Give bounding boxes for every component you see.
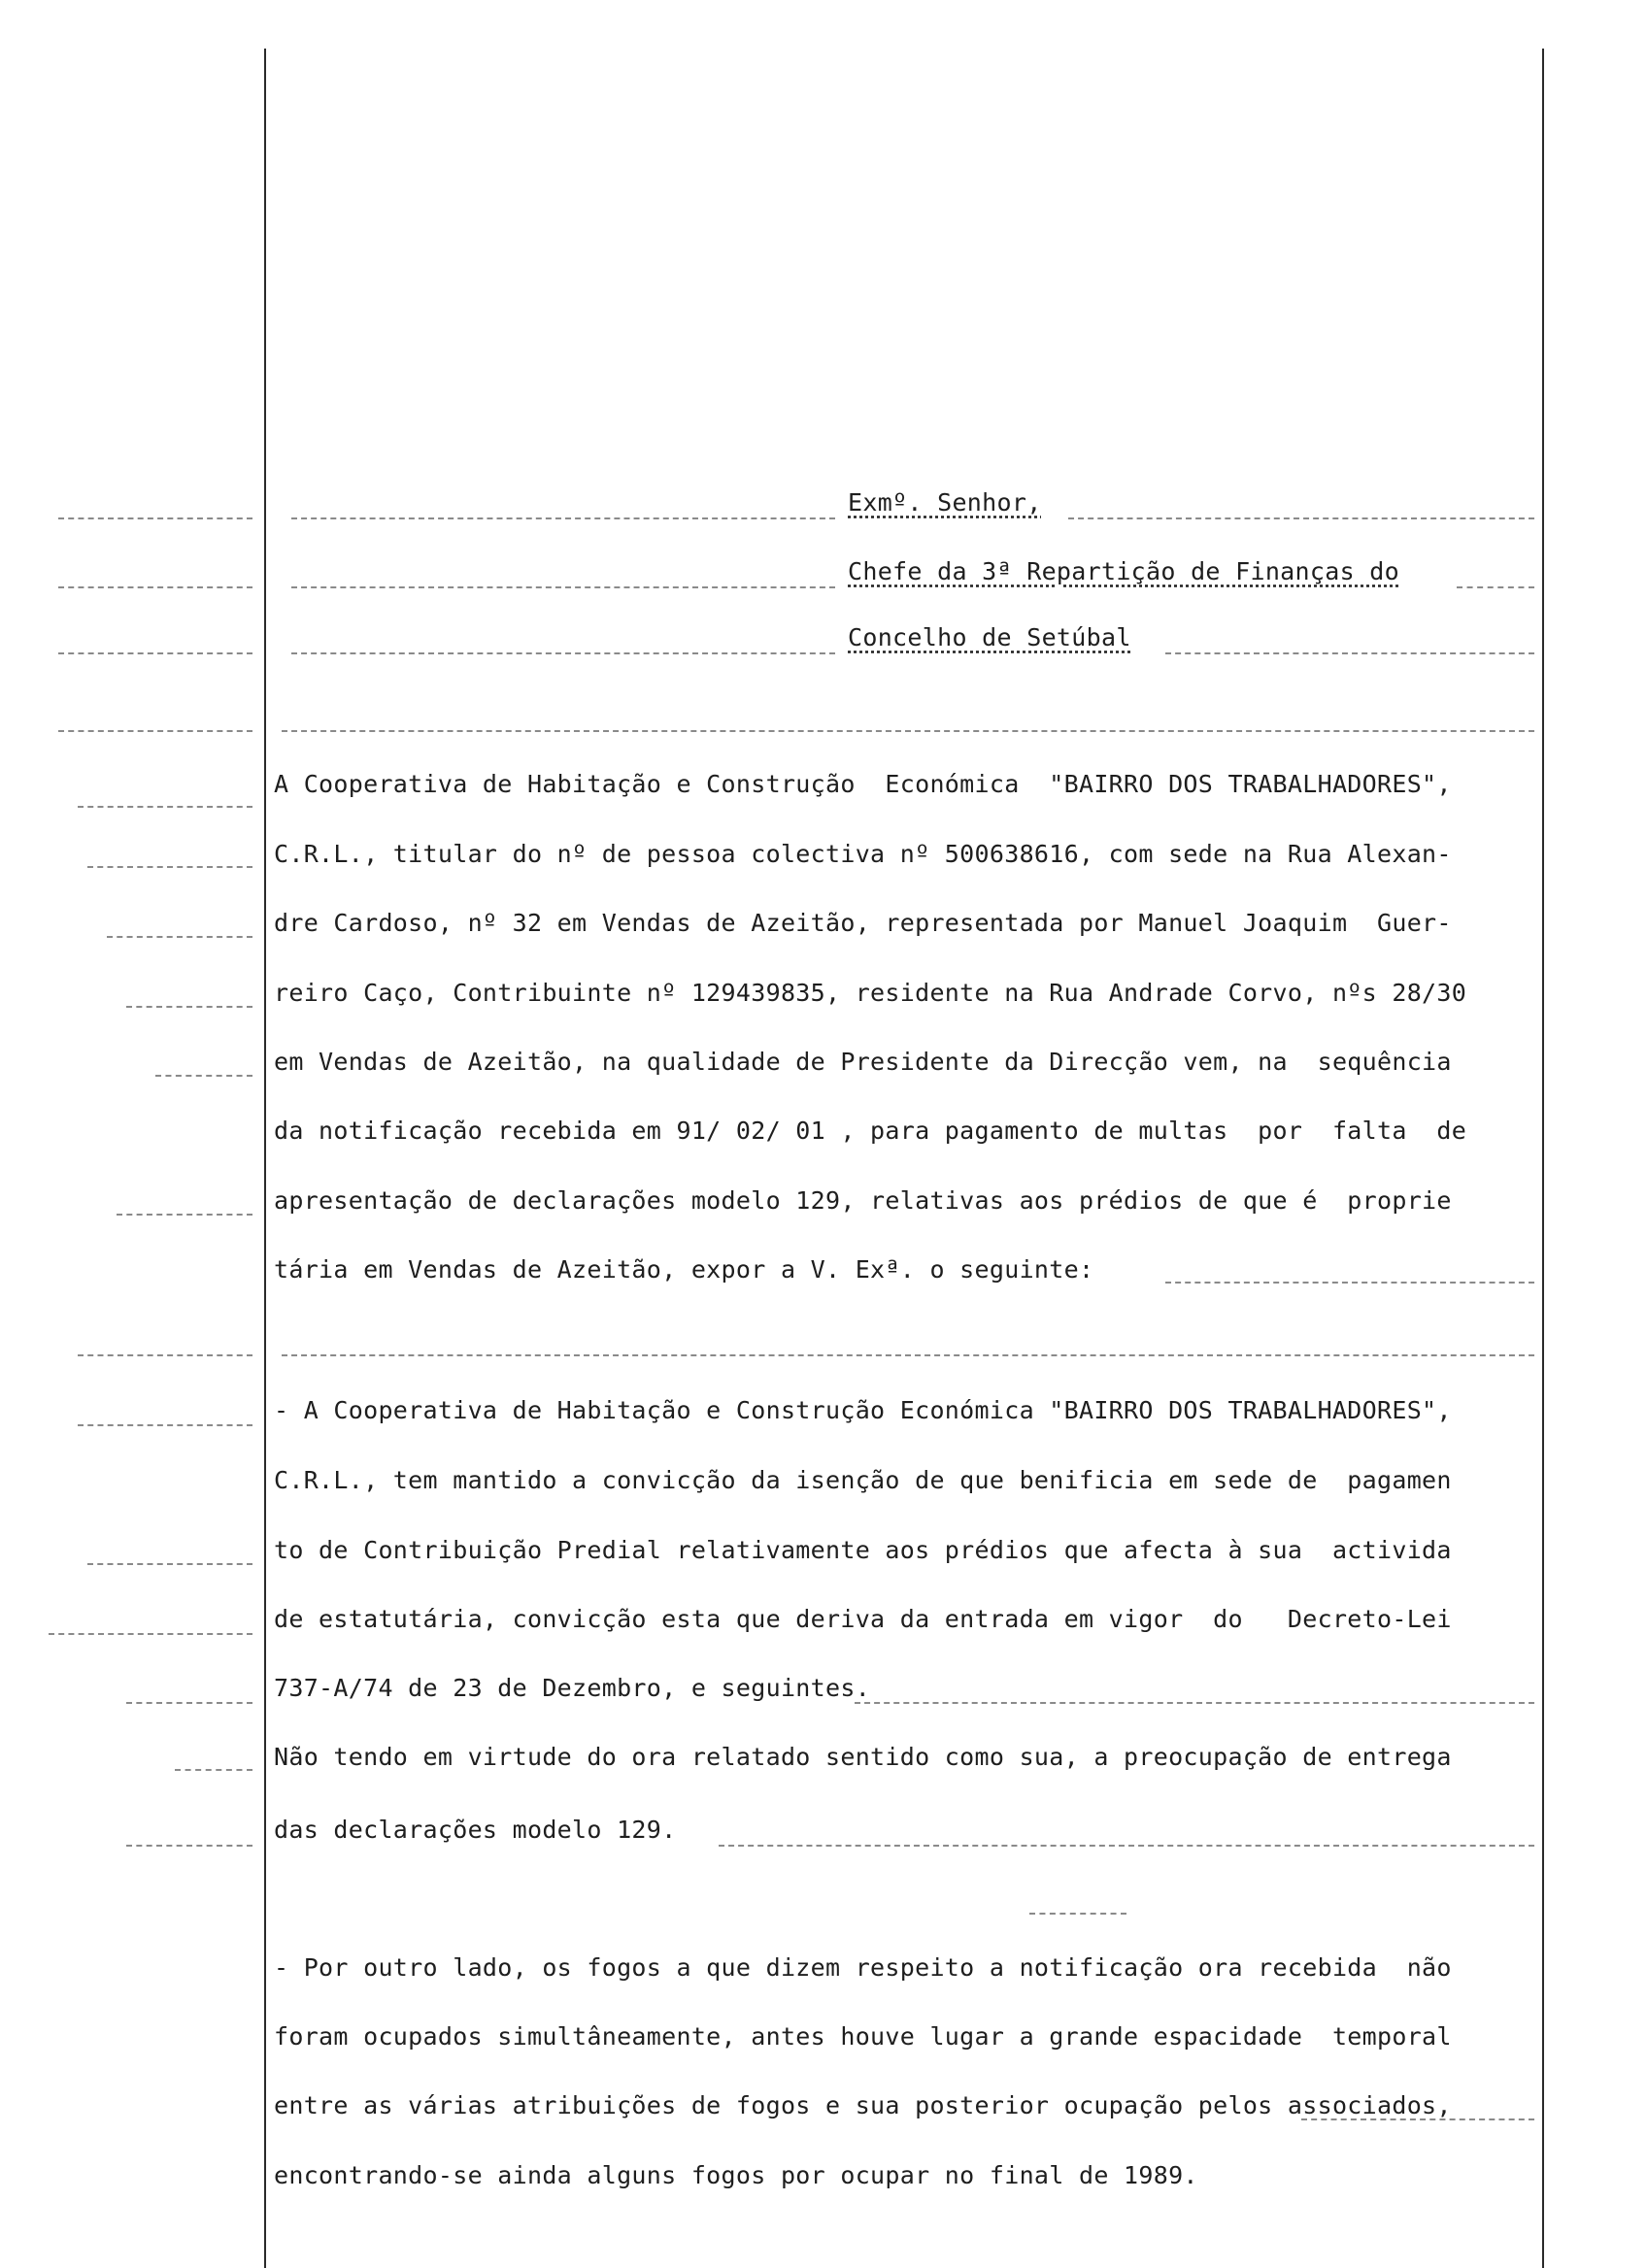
ruled-line — [126, 1702, 252, 1704]
paragraph-1-line: apresentação de declarações modelo 129, relativas aos prédios de que é proprie — [274, 1186, 1452, 1215]
paragraph-3-line: - Por outro lado, os fogos a que dizem respeito a notificação ora recebida não — [274, 1953, 1452, 1982]
ruled-line — [175, 1769, 252, 1771]
ruled-line — [155, 1075, 252, 1077]
ruled-line — [87, 1563, 252, 1565]
paragraph-2-line: 737-A/74 de 23 de Dezembro, e seguintes. — [274, 1674, 871, 1702]
ruled-line — [126, 1845, 252, 1847]
ruled-line — [855, 1702, 1534, 1704]
paragraph-3-line: entre as várias atribuições de fogos e sua posterior ocupação pelos associados, — [274, 2091, 1452, 2119]
paragraph-1-line: tária em Vendas de Azeitão, expor a V. Exª. o seguinte: — [274, 1255, 1094, 1284]
ruled-line — [78, 806, 252, 808]
paragraph-2-line: de estatutária, convicção esta que deriva da entrada em vigor do Decreto-Lei — [274, 1605, 1452, 1633]
paragraph-2-line: das declarações modelo 129. — [274, 1816, 677, 1844]
ruled-line — [282, 730, 1534, 732]
ruled-line — [1165, 1282, 1534, 1284]
ruled-line — [719, 1845, 1534, 1847]
paragraph-1-line: reiro Caço, Contribuinte nº 129439835, residente na Rua Andrade Corvo, nºs 28/30 — [274, 979, 1467, 1007]
ruled-line — [87, 866, 252, 868]
ruled-line — [291, 586, 835, 588]
ruled-line — [117, 1214, 252, 1216]
ruled-line — [58, 652, 252, 654]
right-margin-line — [1542, 49, 1544, 2268]
paragraph-1-line: dre Cardoso, nº 32 em Vendas de Azeitão, representada por Manuel Joaquim Guer- — [274, 909, 1452, 937]
paragraph-1-line: da notificação recebida em 91/ 02/ 01 , para pagamento de multas por falta de — [274, 1117, 1467, 1145]
left-margin-line — [264, 49, 266, 2268]
ruled-line — [58, 730, 252, 732]
ruled-line — [282, 1354, 1534, 1356]
paragraph-2-line: C.R.L., tem mantido a convicção da isenção de que benificia em sede de pagamen — [274, 1466, 1452, 1494]
addressee-line-2: Concelho de Setúbal — [848, 623, 1131, 651]
ruled-line — [49, 1633, 252, 1635]
paragraph-3-line: foram ocupados simultâneamente, antes houve lugar a grande espacidade temporal — [274, 2022, 1452, 2051]
addressee-salutation: Exmº. Senhor, — [848, 488, 1042, 517]
ruled-line — [1029, 1913, 1126, 1915]
ruled-line — [1457, 586, 1534, 588]
ruled-line — [78, 1354, 252, 1356]
ruled-line — [126, 1006, 252, 1008]
ruled-line — [58, 517, 252, 519]
addressee-line-1: Chefe da 3ª Repartição de Finanças do — [848, 557, 1399, 585]
ruled-line — [291, 517, 835, 519]
paragraph-2-line: to de Contribuição Predial relativamente aos prédios que afecta à sua activida — [274, 1536, 1452, 1564]
paragraph-2-line: Não tendo em virtude do ora relatado sentido como sua, a preocupação de entrega — [274, 1743, 1452, 1771]
paragraph-1-line: em Vendas de Azeitão, na qualidade de Presidente da Direcção vem, na sequência — [274, 1048, 1452, 1076]
ruled-line — [1165, 652, 1534, 654]
paragraph-1-line: C.R.L., titular do nº de pessoa colectiva nº 500638616, com sede na Rua Alexan- — [274, 840, 1452, 868]
paragraph-3-line: encontrando-se ainda alguns fogos por ocupar no final de 1989. — [274, 2161, 1198, 2189]
ruled-line — [1068, 517, 1534, 519]
ruled-line — [78, 1424, 252, 1426]
paragraph-1-line: A Cooperativa de Habitação e Construção Económica "BAIRRO DOS TRABALHADORES", — [274, 770, 1452, 798]
paragraph-2-line: - A Cooperativa de Habitação e Construção Económica "BAIRRO DOS TRABALHADORES", — [274, 1396, 1452, 1424]
ruled-line — [58, 586, 252, 588]
ruled-line — [291, 652, 835, 654]
ruled-line — [107, 936, 252, 938]
